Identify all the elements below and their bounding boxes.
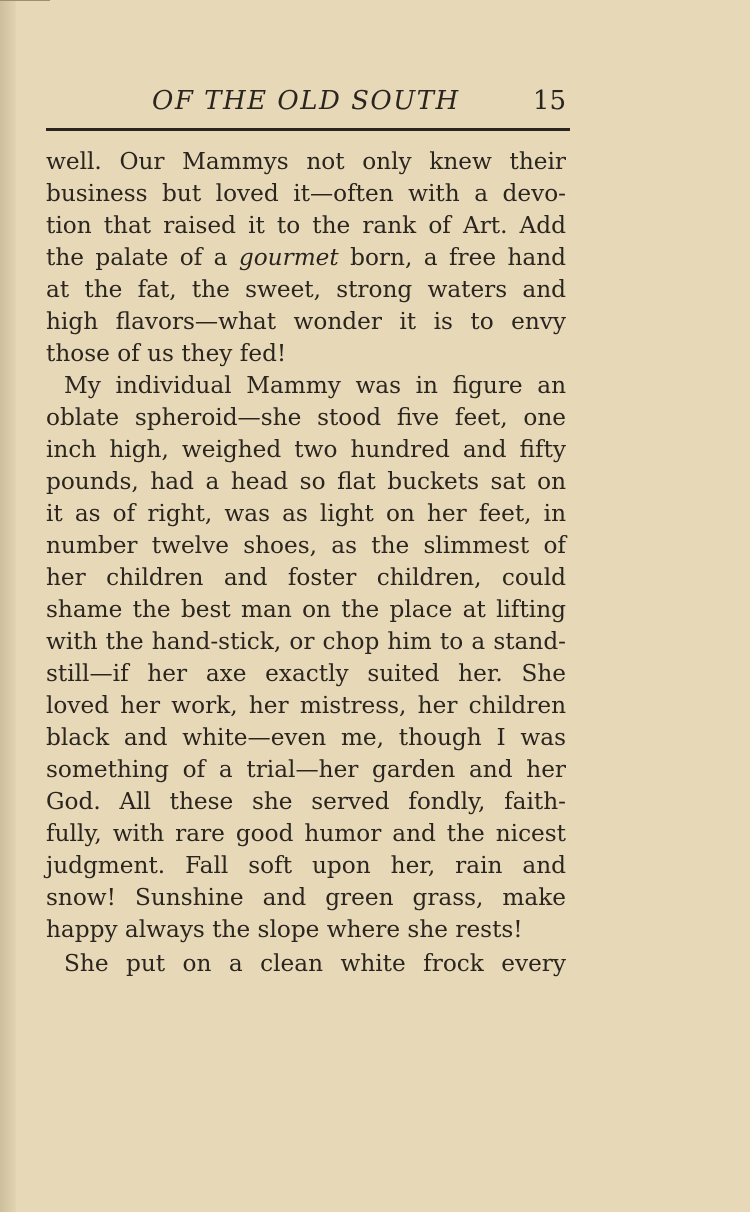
text-line [46, 754, 566, 786]
running-title: OF THE OLD SOUTH [152, 86, 460, 116]
line-text: black and white—even me, though I was [46, 724, 566, 751]
page-number: 15 [532, 86, 566, 116]
line-text: loved her work, her mistress, her children [46, 692, 566, 719]
line-text: her children and foster children, could [46, 564, 566, 591]
text-line [46, 306, 566, 338]
text-line [46, 530, 566, 562]
line-text: those of us they fed! [46, 340, 287, 367]
text-line [46, 562, 566, 594]
text-line [46, 210, 566, 242]
line-text: with the hand-stick, or chop him to a stand- [46, 628, 566, 655]
page-binding-edge [0, 0, 16, 1212]
text-line [46, 850, 566, 882]
line-text: She put on a clean white frock every [64, 950, 566, 977]
line-text: born, a free hand [338, 244, 566, 271]
text-line [46, 146, 566, 178]
text-line [46, 786, 566, 818]
line-text: something of a trial—her garden and her [46, 756, 566, 783]
text-line [46, 658, 566, 690]
line-text: tion that raised it to the rank of Art. Add [46, 212, 566, 239]
line-text: at the fat, the sweet, strong waters and [46, 276, 566, 303]
text-line [46, 466, 566, 498]
text-line [46, 626, 566, 658]
text-line [46, 914, 566, 946]
page-corner-line [0, 0, 50, 1]
line-text: oblate spheroid—she stood five feet, one [46, 404, 566, 431]
line-text: number twelve shoes, as the slimmest of [46, 532, 566, 559]
text-line [46, 434, 566, 466]
text-line [46, 594, 566, 626]
line-text: judgment. Fall soft upon her, rain and [46, 852, 566, 879]
line-text: well. Our Mammys not only knew their [46, 148, 566, 175]
line-text: it as of right, was as light on her feet, in [46, 500, 566, 527]
line-text: God. All these she served fondly, faith- [46, 788, 566, 815]
line-text: happy always the slope where she rests! [46, 916, 523, 943]
line-text: My individual Mammy was in figure an [64, 372, 566, 399]
line-text: snow! Sunshine and green grass, make [46, 884, 566, 911]
text-line [46, 882, 566, 914]
line-text: pounds, had a head so flat buckets sat on [46, 468, 566, 495]
line-text: inch high, weighed two hundred and fifty [46, 436, 566, 463]
running-head [46, 86, 568, 122]
header-rule [46, 128, 570, 131]
line-text: high flavors—what wonder it is to envy [46, 308, 566, 335]
text-line [46, 242, 566, 274]
text-line [46, 498, 566, 530]
text-line [46, 690, 566, 722]
line-text: shame the best man on the place at lifting [46, 596, 566, 623]
text-line [46, 370, 566, 402]
line-text: fully, with rare good humor and the nicest [46, 820, 566, 847]
text-line [46, 338, 566, 370]
text-line [46, 178, 566, 210]
body-text [46, 146, 566, 980]
text-line [46, 722, 566, 754]
text-line [46, 818, 566, 850]
text-line [46, 402, 566, 434]
line-text: the palate of a [46, 244, 239, 271]
text-line [46, 948, 566, 980]
text-line [46, 274, 566, 306]
italic-text: gourmet [238, 244, 339, 271]
line-text: business but loved it—often with a devo- [46, 180, 566, 207]
line-text: still—if her axe exactly suited her. She [46, 660, 566, 687]
